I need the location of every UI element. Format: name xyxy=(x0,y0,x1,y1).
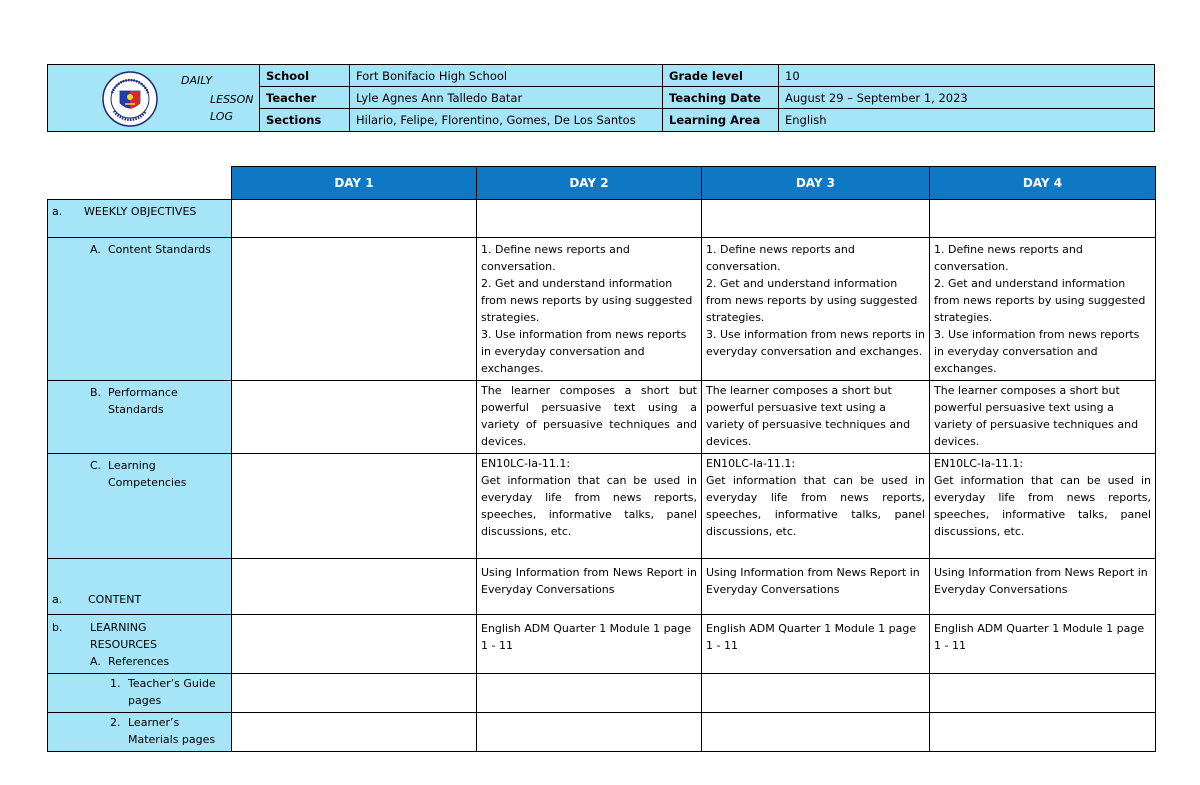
cell-day-2 xyxy=(477,454,702,559)
competency-code: EN10LC-Ia-11.1: xyxy=(934,457,1024,470)
doc-title-line-3: LOG xyxy=(210,110,233,123)
cell-day-1 xyxy=(232,615,477,674)
day-3-header: DAY 3 xyxy=(702,167,930,200)
cell-day-3: Using Information from News Report in Everyday Conversations xyxy=(702,559,930,615)
cell-day-3 xyxy=(702,674,930,713)
cell-day-1 xyxy=(232,454,477,559)
row-marker: a. xyxy=(52,205,63,218)
learners-materials-row xyxy=(48,713,1156,752)
objective-2: 2. Get and understand information from news reports by using suggested strategies. xyxy=(934,277,1146,324)
day-1-header: DAY 1 xyxy=(232,167,477,200)
lesson-log-table xyxy=(47,166,1156,752)
cell-day-3 xyxy=(702,200,930,238)
row-label: LEARNING xyxy=(90,621,147,634)
cell-day-3 xyxy=(702,454,930,559)
row-label: Performance xyxy=(108,386,178,399)
learning-area-value: English xyxy=(785,113,827,127)
row-label: Learning xyxy=(108,459,156,472)
learning-area-label: Learning Area xyxy=(663,109,779,131)
learners-materials-label xyxy=(48,713,232,752)
teachers-guide-label xyxy=(48,674,232,713)
objective-1: 1. Define news reports and conversation. xyxy=(481,243,630,273)
learning-competencies-label xyxy=(48,454,232,559)
cell-day-2 xyxy=(477,674,702,713)
sub-label: References xyxy=(108,655,170,668)
content-label xyxy=(48,559,232,615)
teacher-value: Lyle Agnes Ann Talledo Batar xyxy=(350,87,663,109)
objective-2: 2. Get and understand information from news reports by using suggested strategies. xyxy=(706,277,918,324)
row-label: Teacher’s Guide xyxy=(128,677,216,690)
row-label-2: Competencies xyxy=(108,476,187,489)
row-label-2: RESOURCES xyxy=(90,638,157,651)
objective-3: 3. Use information from news reports in everyday conversation and exchanges. xyxy=(934,328,1140,375)
content-standards-label xyxy=(48,238,232,381)
cell-day-3 xyxy=(702,713,930,752)
objective-1: 1. Define news reports and conversation. xyxy=(706,243,855,273)
cell-day-4 xyxy=(930,454,1156,559)
weekly-objectives-label xyxy=(48,200,232,238)
row-label: CONTENT xyxy=(88,593,142,606)
competency-text: Get information that can be used in everyday life from news reports, speeches, informative talks, panel discussions, etc. xyxy=(934,474,1151,538)
competency-code: EN10LC-Ia-11.1: xyxy=(706,457,796,470)
learning-resources-row xyxy=(48,615,1156,674)
performance-standards-row xyxy=(48,381,1156,454)
school-label: School xyxy=(260,65,350,87)
cell-day-3: The learner composes a short but powerful persuasive text using a variety of persuasive techniques and devices. xyxy=(702,381,930,454)
cell-day-1 xyxy=(232,713,477,752)
cell-day-4: Using Information from News Report in Everyday Conversations xyxy=(930,559,1156,615)
header-info-grid xyxy=(260,65,1154,131)
competency-text: Get information that can be used in everyday life from news reports, speeches, informative talks, panel discussions, etc. xyxy=(706,474,925,538)
performance-standards-label xyxy=(48,381,232,454)
day-2-header: DAY 2 xyxy=(477,167,702,200)
row-marker: 2. xyxy=(110,716,121,729)
teachers-guide-row xyxy=(48,674,1156,713)
row-marker: C. xyxy=(90,459,102,472)
content-row xyxy=(48,559,1156,615)
doc-title-line-1: DAILY xyxy=(181,74,213,87)
cell-day-2 xyxy=(477,238,702,381)
cell-day-1 xyxy=(232,559,477,615)
learning-resources-label xyxy=(48,615,232,674)
corner-cell xyxy=(48,167,232,200)
cell-day-1 xyxy=(232,200,477,238)
grade-level-value: 10 xyxy=(779,65,1154,87)
cell-day-2 xyxy=(477,713,702,752)
cell-day-3: English ADM Quarter 1 Module 1 page 1 - 11 xyxy=(702,615,930,674)
school-value: Fort Bonifacio High School xyxy=(350,65,663,87)
cell-day-2: English ADM Quarter 1 Module 1 page 1 - 11 xyxy=(477,615,702,674)
objective-1: 1. Define news reports and conversation. xyxy=(934,243,1083,273)
logo-cell xyxy=(48,65,260,131)
row-label-2: Materials pages xyxy=(128,733,216,746)
cell-day-1 xyxy=(232,381,477,454)
cell-day-1 xyxy=(232,238,477,381)
sections-value: Hilario, Felipe, Florentino, Gomes, De Los Santos xyxy=(350,109,663,131)
teaching-date-label: Teaching Date xyxy=(663,87,779,109)
teaching-date-value: August 29 – September 1, 2023 xyxy=(779,87,1154,109)
day-header-row xyxy=(48,167,1156,200)
day-4-header: DAY 4 xyxy=(930,167,1156,200)
competency-text: Get information that can be used in everyday life from news reports, speeches, informative talks, panel discussions, etc. xyxy=(481,474,697,538)
cell-day-4: English ADM Quarter 1 Module 1 page 1 - 11 xyxy=(930,615,1156,674)
row-marker: a. xyxy=(52,593,63,606)
cell-day-2: Using Information from News Report in Everyday Conversations xyxy=(477,559,702,615)
sections-label: Sections xyxy=(260,109,350,131)
grade-level-label: Grade level xyxy=(663,65,779,87)
sub-marker: A. xyxy=(90,655,101,668)
cell-day-4: The learner composes a short but powerful persuasive text using a variety of persuasive techniques and devices. xyxy=(930,381,1156,454)
row-marker: 1. xyxy=(110,677,121,690)
teacher-label: Teacher xyxy=(260,87,350,109)
content-standards-row xyxy=(48,238,1156,381)
cell-day-4 xyxy=(930,713,1156,752)
competency-code: EN10LC-Ia-11.1: xyxy=(481,457,571,470)
objective-2: 2. Get and understand information from news reports by using suggested strategies. xyxy=(481,277,693,324)
cell-day-4 xyxy=(930,674,1156,713)
row-marker: b. xyxy=(52,621,63,634)
learning-competencies-row xyxy=(48,454,1156,559)
cell-day-2: The learner composes a short but powerful persuasive text using a variety of persuasive techniques and devices. xyxy=(477,381,702,454)
row-label: Learner’s xyxy=(128,716,180,729)
row-label: Content Standards xyxy=(108,243,212,256)
row-marker: B. xyxy=(90,386,102,399)
doc-title-line-2: LESSON xyxy=(210,93,254,106)
row-label-2: Standards xyxy=(108,403,164,416)
header-block xyxy=(47,64,1155,132)
objective-3: 3. Use information from news reports in everyday conversation and exchanges. xyxy=(481,328,687,375)
row-label-2: pages xyxy=(128,694,162,707)
cell-day-4 xyxy=(930,200,1156,238)
deped-seal-icon xyxy=(102,71,158,127)
row-label: WEEKLY OBJECTIVES xyxy=(84,205,197,218)
row-marker: A. xyxy=(90,243,101,256)
cell-day-3 xyxy=(702,238,930,381)
cell-day-1 xyxy=(232,674,477,713)
cell-day-4 xyxy=(930,238,1156,381)
cell-day-2 xyxy=(477,200,702,238)
objective-3: 3. Use information from news reports in everyday conversation and exchanges. xyxy=(706,328,925,358)
weekly-objectives-row xyxy=(48,200,1156,238)
